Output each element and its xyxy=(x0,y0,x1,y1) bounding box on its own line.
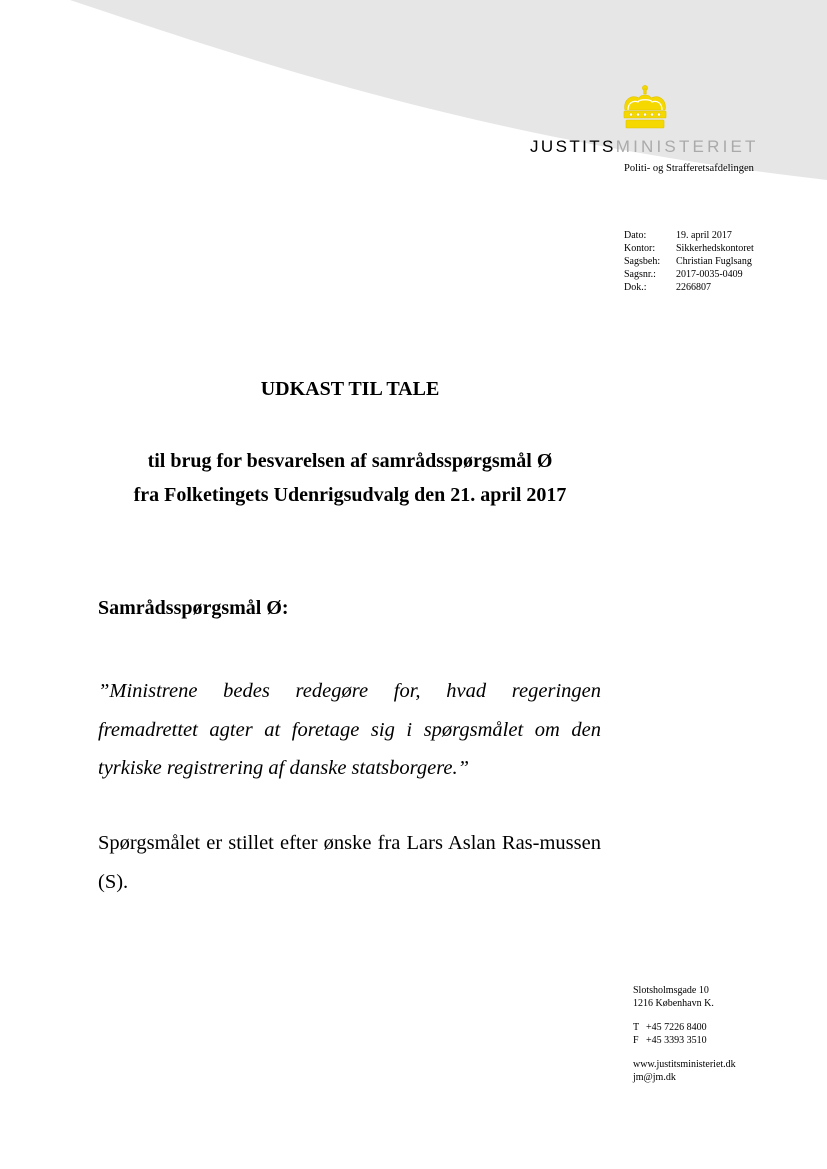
header-wave-background xyxy=(0,0,827,230)
email-link[interactable]: jm@jm.dk xyxy=(633,1071,676,1083)
meta-value: Sikkerhedskontoret xyxy=(676,243,754,254)
question-quote: ”Ministrene bedes redegøre for, hvad regeringen fremadrettet agter at foretage sig i spørgsmålet om den tyrkiske registrering af danske statsborgere.” xyxy=(98,680,601,779)
meta-row-office xyxy=(624,242,754,255)
fax-number: +45 3393 3510 xyxy=(646,1034,707,1046)
section-heading: Samrådsspørgsmål Ø: xyxy=(98,597,289,619)
department-name: Politi- og Strafferetsafdelingen xyxy=(624,163,754,174)
subtitle-line-2: fra Folketingets Udenrigsudvalg den 21. april 2017 xyxy=(133,484,567,506)
website-link[interactable]: www.justitsministeriet.dk xyxy=(633,1059,736,1070)
phone-group xyxy=(633,1022,736,1047)
address-city: 1216 København K. xyxy=(633,997,714,1009)
phone-line xyxy=(633,1022,736,1035)
logo-word-justits: JUSTITS xyxy=(530,137,616,156)
phone-number: +45 7226 8400 xyxy=(646,1022,707,1033)
crown-logo-icon xyxy=(619,84,671,130)
meta-key: Dok.: xyxy=(624,282,647,293)
meta-value: 2266807 xyxy=(676,282,711,293)
meta-key: Dato: xyxy=(624,230,647,241)
subtitle-line-1: til brug for besvarelsen af samrådsspørgsmål Ø xyxy=(147,450,553,472)
meta-row-case-number xyxy=(624,268,754,281)
address-group xyxy=(633,985,736,1010)
meta-row-caseworker xyxy=(624,255,754,268)
web-group xyxy=(633,1059,736,1084)
meta-value: 19. april 2017 xyxy=(676,230,732,241)
phone-prefix: T xyxy=(633,1022,640,1033)
fax-prefix: F xyxy=(633,1034,639,1046)
meta-key: Sagsnr.: xyxy=(624,269,656,280)
meta-value: Christian Fuglsang xyxy=(676,256,752,267)
meta-row-date xyxy=(624,229,754,242)
meta-row-document-number xyxy=(624,281,754,294)
document-title: UDKAST TIL TALE xyxy=(260,378,440,400)
meta-value: 2017-0035-0409 xyxy=(676,269,743,280)
document-subtitle xyxy=(0,444,700,512)
address-street: Slotsholmsgade 10 xyxy=(633,985,709,996)
ministry-logo-text xyxy=(530,137,759,157)
meta-key: Sagsbeh: xyxy=(624,256,661,267)
meta-key: Kontor: xyxy=(624,243,656,254)
logo-word-ministeriet: MINISTERIET xyxy=(615,137,759,156)
body-paragraph: Spørgsmålet er stillet efter ønske fra Lars Aslan Ras-mussen (S). xyxy=(98,832,601,893)
contact-block xyxy=(633,985,736,1096)
fax-line xyxy=(633,1035,736,1048)
document-meta xyxy=(624,229,754,294)
